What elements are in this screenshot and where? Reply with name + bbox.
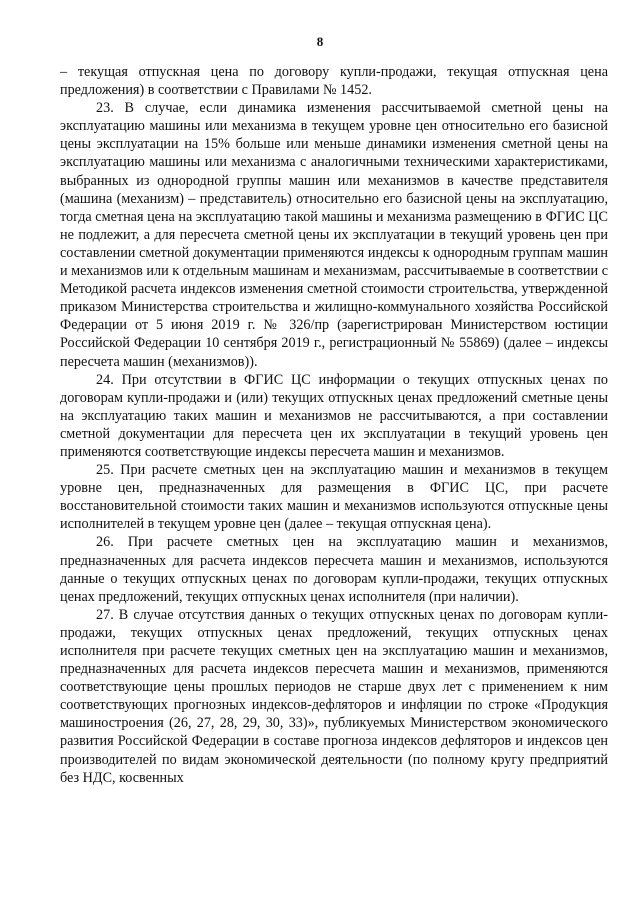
paragraph-27: 27. В случае отсутствия данных о текущих отпускных ценах по договорам купли-продажи, текущих отпускных ценах предложений, текущих отпускных ценах исполнителя при расчете текущих сметных цен на эксплуатацию машин и механизмов, предназначенных для расчета индексов пересчета машин и механизмов, применяются соответствующие цены прошлых периодов не старше двух лет с применением к ним соответствующих прогнозных индексов-дефляторов и инфляции по строке «Продукция машиностроения (26, 27, 28, 29, 30, 33)», публикуемых Министерством экономического развития Российской Федерации в составе прогноза индексов дефляторов и индексов цен производителей по видам экономической деятельности (по полному кругу предприятий без НДС, косвенных xyxy=(60,606,608,786)
paragraph-continuation: – текущая отпускная цена по договору купли-продажи, текущая отпускная цена предложения) в соответствии с Правилами № 1452. xyxy=(60,64,608,99)
paragraph-26: 26. При расчете сметных цен на эксплуатацию машин и механизмов, предназначенных для расчета индексов пересчета машин и механизмов, используются данные о текущих отпускных ценах по договорам купли-продажи, текущих отпускных ценах предложений, текущих отпускных ценах исполнителя (при наличии). xyxy=(60,534,608,605)
page-number: 8 xyxy=(316,34,324,49)
paragraph-25: 25. При расчете сметных цен на эксплуатацию машин и механизмов в текущем уровне цен, предназначенных для размещения в ФГИС ЦС, при расчете восстановительной стоимости таких машин и механизмов используются отпускные цены исполнителей в текущем уровне цен (далее – текущая отпускная цена). xyxy=(60,462,608,533)
page-body xyxy=(60,63,608,787)
paragraph-23: 23. В случае, если динамика изменения рассчитываемой сметной цены на эксплуатацию машины или механизма в текущем уровне цен относительно его базисной цены эксплуатации на 15% больше или меньше динамики изменения сметной цены на эксплуатацию машины или механизма с аналогичными техническими характеристиками, выбранных из однородной группы машин или механизмов в качестве представителя (машина (механизм) – представитель) относительно его базисной цены на эксплуатацию, тогда сметная цена на эксплуатацию такой машины и механизма размещению в ФГИС ЦС не подлежит, а для пересчета сметной цены их эксплуатации в текущий уровень цен при составлении сметной документации применяются индексы к однородным группам машин и механизмов или к отдельным машинам и механизмам, рассчитываемые в соответствии с Методикой расчета индексов изменения сметной стоимости строительства, утвержденной приказом Министерства строительства и жилищно-коммунального хозяйства Российской Федерации от 5 июня 2019 г. № 326/пр (зарегистрирован Министерством юстиции Российской Федерации 10 сентября 2019 г., регистрационный № 55869) (далее – индексы пересчета машин (механизмов)). xyxy=(60,100,608,370)
paragraph-24: 24. При отсутствии в ФГИС ЦС информации о текущих отпускных ценах по договорам купли-продажи и (или) текущих отпускных ценах предложений сметные цены на эксплуатацию таких машин и механизмов не рассчитываются, а при составлении сметной документации для пересчета цен их эксплуатации в текущий уровень цен применяются соответствующие индексы пересчета машин и механизмов. xyxy=(60,371,608,460)
